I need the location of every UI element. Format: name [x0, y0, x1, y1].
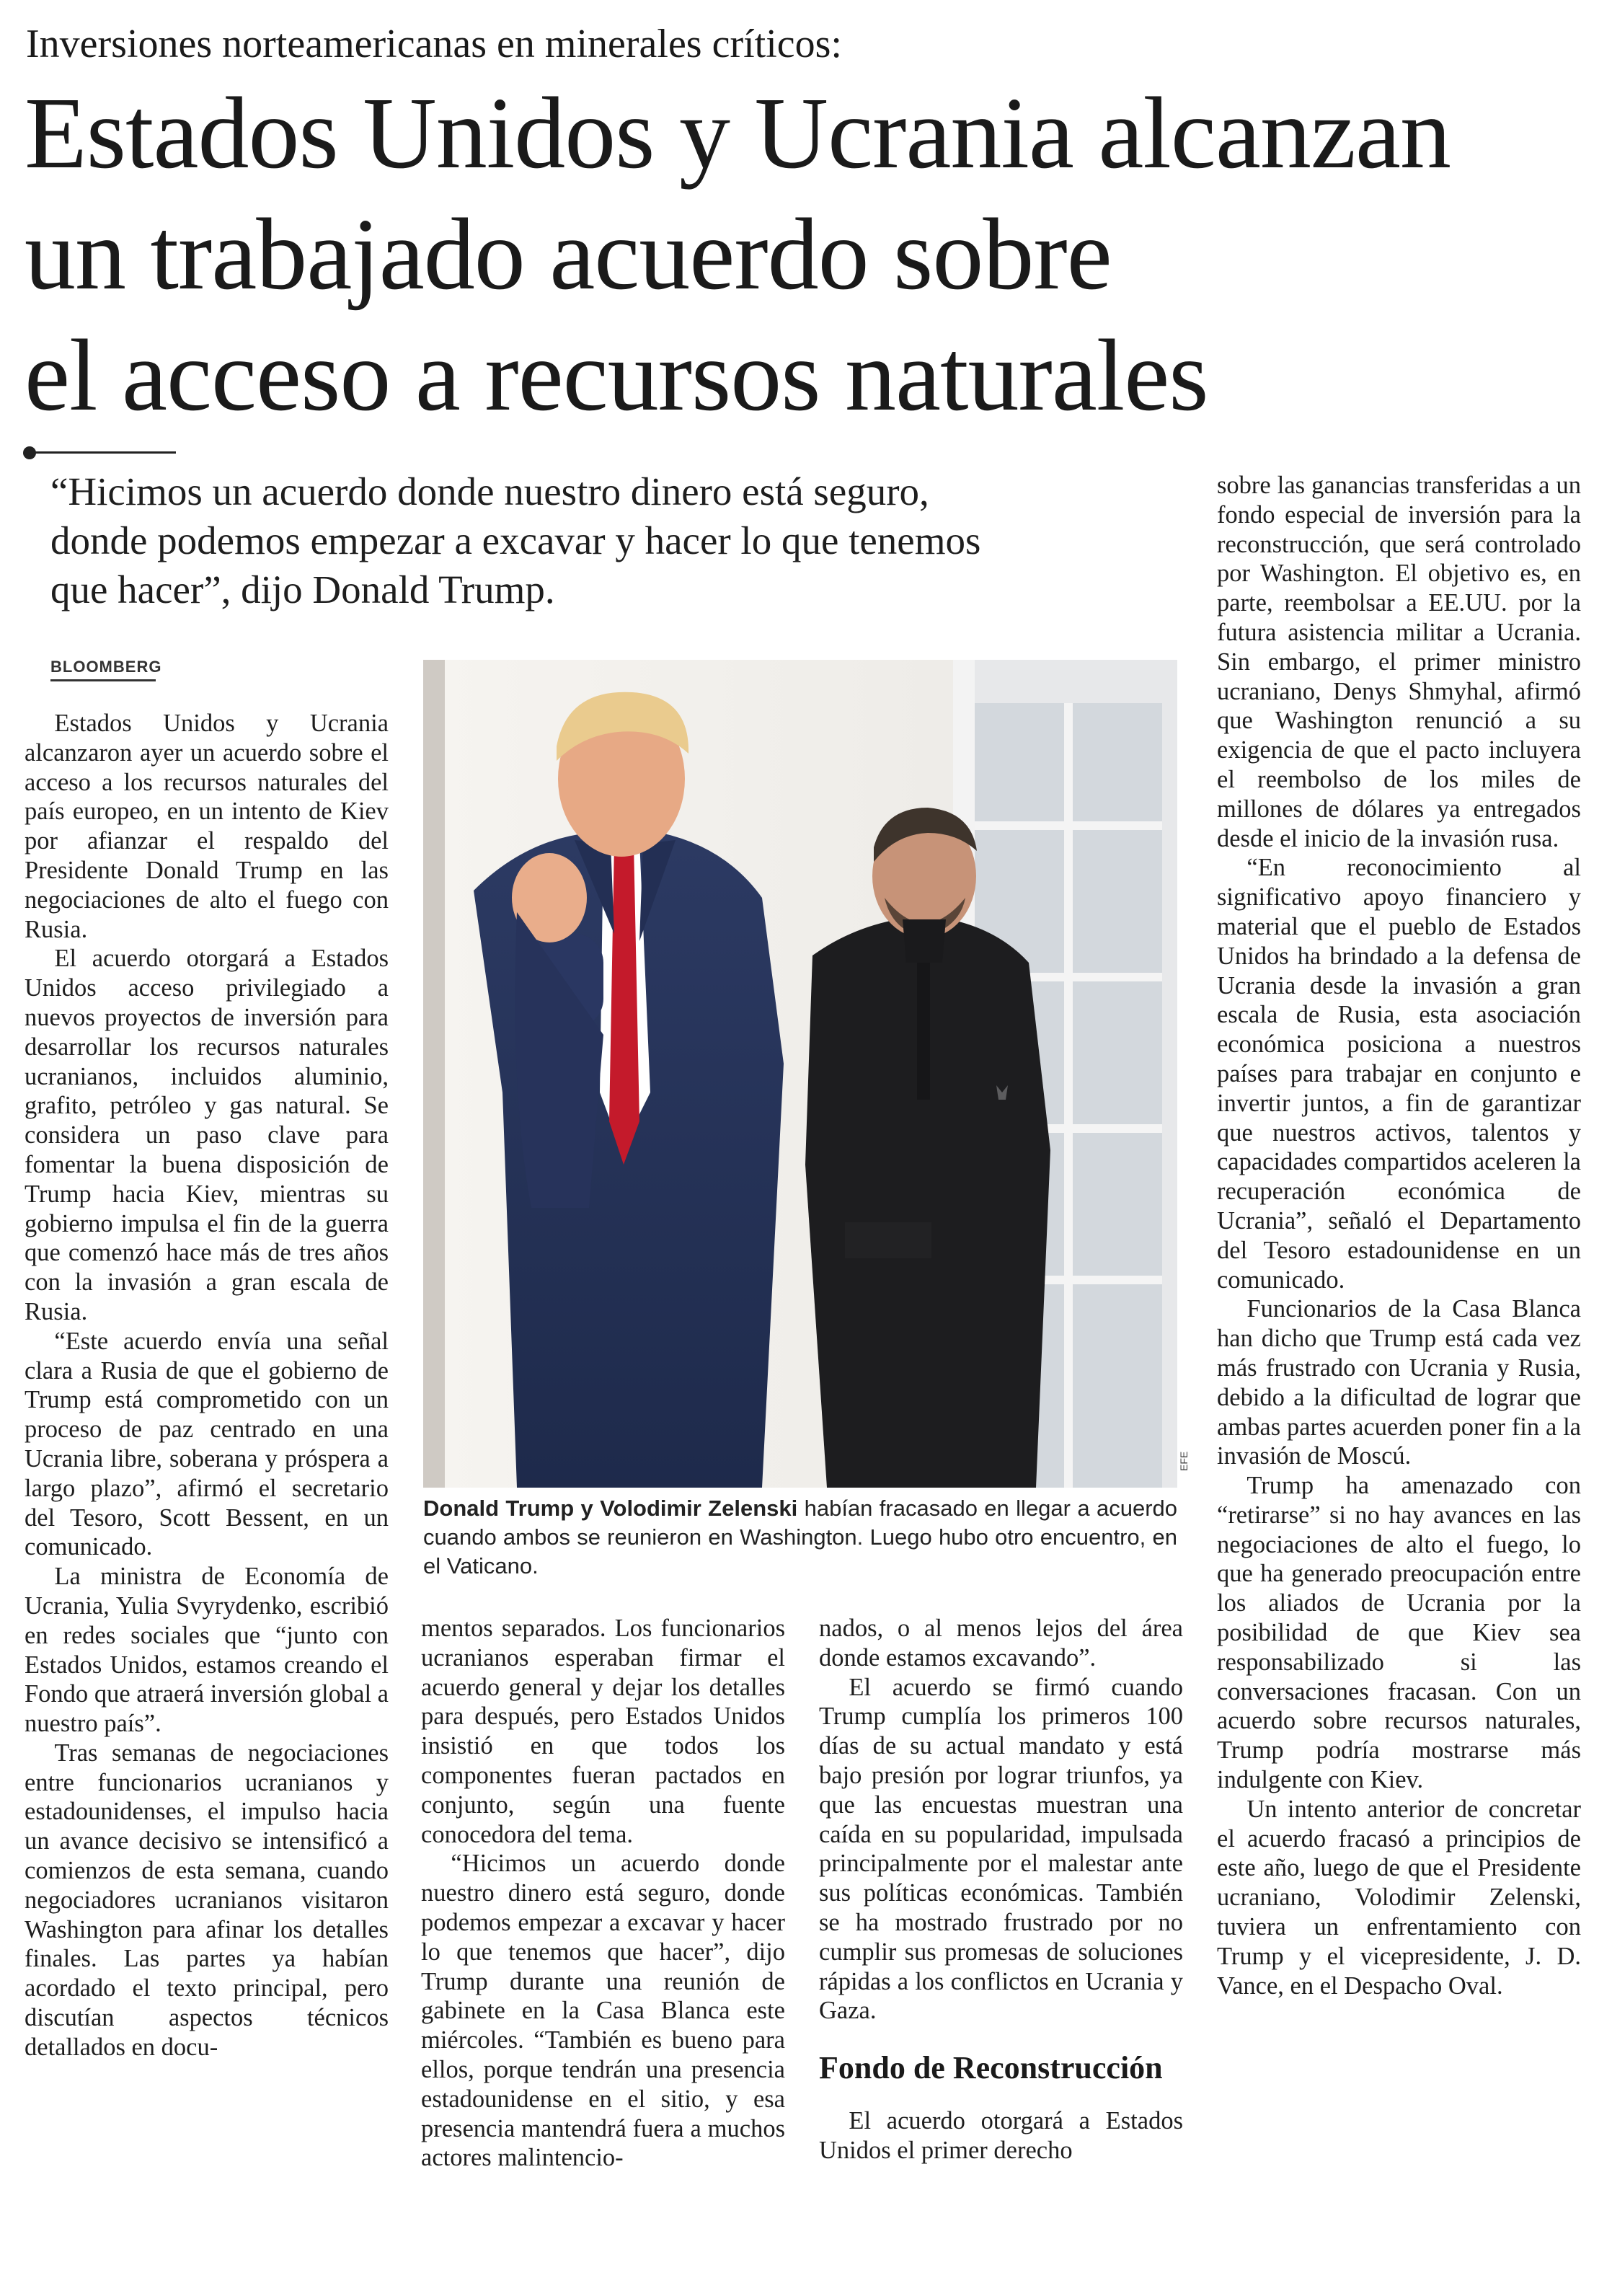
pull-quote-line: “Hicimos un acuerdo donde nuestro dinero está seguro,: [50, 469, 929, 513]
pull-quote-line: que hacer”, dijo Donald Trump.: [50, 568, 555, 611]
headline-line: un trabajado acuerdo sobre: [25, 197, 1112, 311]
photo-illustration: [423, 660, 1177, 1488]
headline-line: Estados Unidos y Ucrania alcanzan: [25, 76, 1451, 190]
paragraph: Funcionarios de la Casa Blanca han dicho que Trump está cada vez más frustrado con Ucrania y Rusia, debido a la dificultad de lograr que ambas partes acuerden poner fin a la invasión de Moscú.: [1217, 1295, 1581, 1470]
headline: [25, 72, 1596, 436]
paragraph: El acuerdo otorgará a Estados Unidos el primer derecho: [819, 2107, 1183, 2164]
pull-quote-line: donde podemos empezar a excavar y hacer lo que tenemos: [50, 518, 981, 562]
agency-underline: [50, 679, 156, 681]
news-photo: [423, 660, 1177, 1488]
paragraph: “En reconocimiento al significativo apoyo financiero y material que el pueblo de Estados Unidos ha brindado a la defensa de Ucrania desde la invasión a gran escala de Rusia, esta asociación económica posiciona a nuestros países para trabajar en conjunto e invertir juntos, a fin de garantizar que nuestros activos, talentos y capacidades compartidos aceleren la recuperación económica de Ucrania”, señaló el Departamento del Tesoro estadounidense en un comunicado.: [1217, 854, 1581, 1294]
photo-caption: [423, 1494, 1177, 1581]
paragraph: nados, o al menos lejos del área donde estamos excavando”.: [819, 1615, 1183, 1672]
kicker: Inversiones norteamericanas en minerales críticos:: [26, 22, 842, 66]
agency-byline: BLOOMBERG: [50, 658, 162, 676]
paragraph: “Hicimos un acuerdo donde nuestro dinero está seguro, donde podemos empezar a excavar y hacer lo que tenemos que hacer”, dijo Trump durante una reunión de gabinete en la Casa Blanca este miércoles. “También es bueno para ellos, porque tendrán una presencia estadounidense en el sitio, y esa presencia mantendrá fuera a muchos actores malintencio-: [421, 1850, 785, 2172]
paragraph: “Este acuerdo envía una señal clara a Rusia de que el gobierno de Trump está comprometido con un proceso de paz centrado en una Ucrania libre, soberana y próspera a largo plazo”, afirmó el secretario del Tesoro, Scott Bessent, en un comunicado.: [25, 1327, 389, 1561]
paragraph: El acuerdo otorgará a Estados Unidos acceso privilegiado a nuevos proyectos de inversión para desarrollar los recursos naturales ucranianos, incluidos aluminio, grafito, petróleo y gas natural. Se considera un paso clave para fomentar la buena disposición de Trump hacia Kiev, mientras su gobierno impulsa el fin de la guerra que comenzó hace más de tres años con la invasión a gran escala de Rusia.: [25, 945, 389, 1325]
paragraph: La ministra de Economía de Ucrania, Yulia Svyrydenko, escribió en redes sociales que “junto con Estados Unidos, estamos creando el Fondo que atraerá inversión global a nuestro país”.: [25, 1563, 389, 1738]
section-subhead: Fondo de Reconstrucción: [819, 2050, 1163, 2086]
caption-text: habían fracasado en llegar a acuerdo cuando ambos se reunieron en Washington. Luego hubo otro encuentro, en el Vaticano.: [423, 1496, 1178, 1578]
pull-quote: [50, 467, 1161, 614]
caption-names: Donald Trump y Volodimir Zelenski: [423, 1496, 798, 1521]
paragraph: Tras semanas de negociaciones entre funcionarios ucranianos y estadounidenses, el impulso hacia un avance decisivo se intensificó a comienzos de esta semana, cuando negociadores ucranianos visitaron Washington para afinar los detalles finales. Las partes ya habían acordado el texto principal, pero discutían aspectos técnicos detallados en docu-: [25, 1739, 389, 2061]
body-column-4: [1217, 471, 1581, 2000]
paragraph: Un intento anterior de concretar el acuerdo fracasó a principios de este año, luego de que el Presidente ucraniano, Volodimir Zelenski, tuviera un enfrentamiento con Trump y el vicepresidente, J. D. Vance, en el Despacho Oval.: [1217, 1795, 1581, 2000]
body-column-3: [819, 1614, 1183, 2165]
headline-line: el acceso a recursos naturales: [25, 318, 1208, 432]
paragraph: Trump ha amenazado con “retirarse” si no hay avances en las negociaciones de alto el fuego, lo que ha generado preocupación entre los aliados de Ucrania por la posibilidad de que Kiev sea responsabilizado si las conversaciones fracasan. Con un acuerdo sobre recursos naturales, Trump podría mostrarse más indulgente con Kiev.: [1217, 1472, 1581, 1794]
paragraph: sobre las ganancias transferidas a un fondo especial de inversión para la reconstrucción, que será controlado por Washington. El objetivo es, en parte, reembolsar a EE.UU. por la futura asistencia militar a Ucrania. Sin embargo, el primer ministro ucraniano, Denys Shmyhal, afirmó que Washington renunció a su exigencia de que el pacto incluyera el reembolso de los miles de millones de dólares ya entregados desde el inicio de la invasión rusa.: [1217, 472, 1581, 852]
paragraph: El acuerdo se firmó cuando Trump cumplía los primeros 100 días de su actual mandato y está bajo presión por lograr triunfos, ya que las encuestas muestran una caída en su popularidad, impulsada principalmente por el malestar ante sus políticas económicas. También se ha mostrado frustrado por no cumplir sus promesas de soluciones rápidas a los conflictos en Ucrania y Gaza.: [819, 1673, 1183, 2025]
photo-credit: EFE: [1178, 1451, 1190, 1471]
rule-line: [32, 451, 176, 454]
paragraph: Estados Unidos y Ucrania alcanzaron ayer un acuerdo sobre el acceso a los recursos naturales del país europeo, en un intento de Kiev por afianzar el respaldo del Presidente Donald Trump en las negociaciones de alto el fuego con Rusia.: [25, 710, 389, 943]
paragraph: mentos separados. Los funcionarios ucranianos esperaban firmar el acuerdo general y dejar los detalles para después, pero Estados Unidos insistió en que todos los componentes fueran pactados en conjunto, según una fuente conocedora del tema.: [421, 1615, 785, 1848]
body-column-2: [421, 1614, 785, 2173]
body-column-1: [25, 709, 389, 2062]
